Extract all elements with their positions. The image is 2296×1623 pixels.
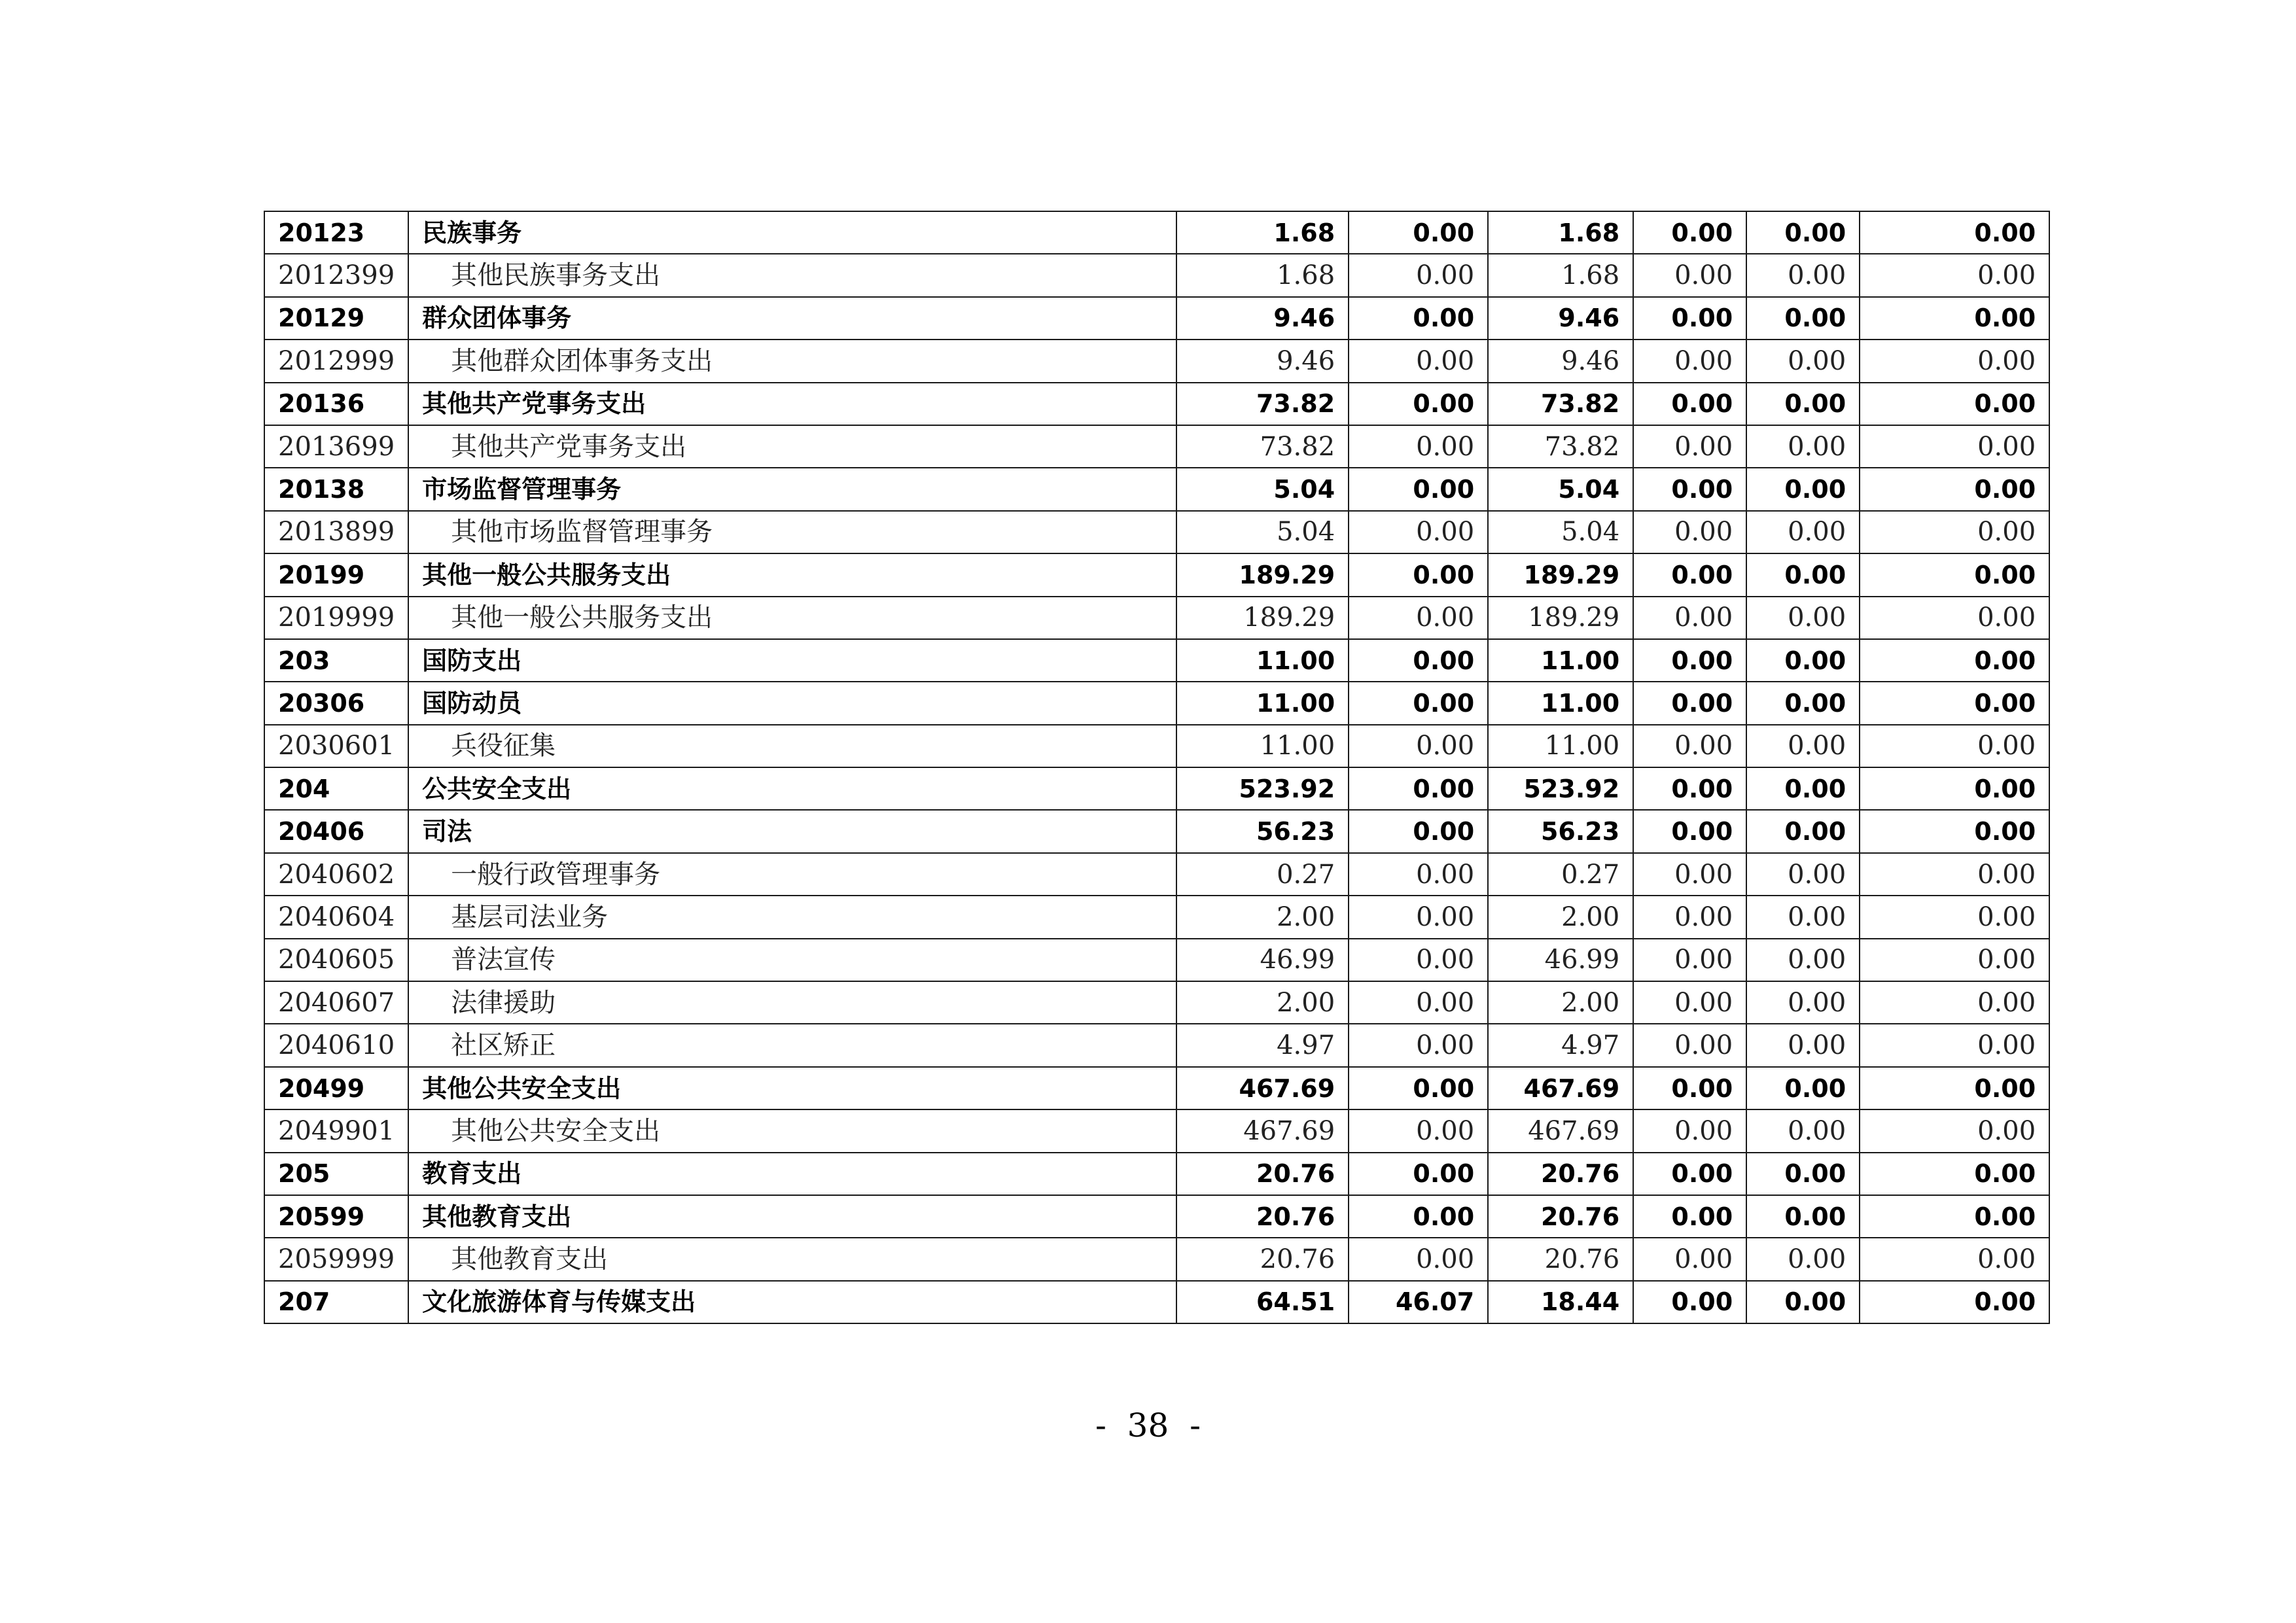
cell-value: 0.00 [1746,340,1860,382]
cell-value: 0.00 [1349,725,1488,767]
cell-value: 0.00 [1860,939,2049,981]
cell-name: 其他市场监督管理事务 [408,511,1176,553]
cell-value: 20.76 [1488,1153,1633,1195]
cell-value: 467.69 [1176,1109,1349,1152]
cell-name: 兵役征集 [408,725,1176,767]
cell-value: 0.00 [1860,725,2049,767]
cell-value: 0.00 [1633,1281,1746,1323]
table-row [264,468,2049,510]
cell-value: 0.00 [1633,1109,1746,1152]
cell-value: 467.69 [1488,1067,1633,1109]
cell-value: 0.00 [1633,639,1746,682]
table-row [264,383,2049,425]
cell-value: 0.00 [1633,597,1746,639]
cell-value: 0.00 [1746,1238,1860,1280]
cell-value: 2.00 [1488,896,1633,938]
cell-value: 0.00 [1349,553,1488,596]
cell-name: 基层司法业务 [408,896,1176,938]
cell-value: 0.00 [1633,383,1746,425]
cell-value: 2.00 [1176,981,1349,1024]
cell-code: 2040610 [264,1024,408,1066]
cell-value: 0.00 [1746,1195,1860,1238]
table-row [264,939,2049,981]
cell-value: 0.00 [1349,1238,1488,1280]
cell-value: 0.00 [1746,725,1860,767]
cell-value: 46.07 [1349,1281,1488,1323]
cell-code: 20406 [264,810,408,852]
cell-name: 其他民族事务支出 [408,254,1176,296]
cell-value: 0.00 [1860,1238,2049,1280]
cell-value: 467.69 [1488,1109,1633,1152]
cell-name: 其他公共安全支出 [408,1109,1176,1152]
page-number: - 38 - [1095,1406,1201,1444]
cell-value: 0.00 [1746,639,1860,682]
cell-value: 0.00 [1349,981,1488,1024]
cell-value: 0.00 [1860,1024,2049,1066]
table-row [264,1109,2049,1152]
cell-value: 46.99 [1488,939,1633,981]
cell-value: 1.68 [1488,211,1633,254]
cell-code: 205 [264,1153,408,1195]
cell-value: 0.00 [1349,853,1488,896]
cell-value: 523.92 [1488,767,1633,810]
cell-code: 20129 [264,297,408,340]
cell-value: 0.00 [1633,810,1746,852]
cell-value: 0.00 [1349,1153,1488,1195]
cell-value: 2.00 [1176,896,1349,938]
table-row [264,1067,2049,1109]
cell-name: 国防动员 [408,682,1176,724]
cell-value: 0.00 [1633,511,1746,553]
cell-value: 0.00 [1746,553,1860,596]
cell-code: 2030601 [264,725,408,767]
cell-value: 0.27 [1488,853,1633,896]
cell-value: 0.00 [1746,425,1860,468]
cell-value: 0.00 [1349,254,1488,296]
cell-value: 0.00 [1633,853,1746,896]
cell-name: 其他共产党事务支出 [408,425,1176,468]
cell-value: 0.00 [1860,553,2049,596]
cell-value: 0.00 [1349,939,1488,981]
cell-value: 0.00 [1746,853,1860,896]
cell-value: 64.51 [1176,1281,1349,1323]
cell-code: 2049901 [264,1109,408,1152]
cell-value: 0.00 [1633,1067,1746,1109]
cell-name: 其他公共安全支出 [408,1067,1176,1109]
cell-name: 文化旅游体育与传媒支出 [408,1281,1176,1323]
cell-value: 0.00 [1860,1109,2049,1152]
cell-value: 5.04 [1488,468,1633,510]
cell-value: 0.00 [1349,383,1488,425]
table-row [264,810,2049,852]
cell-value: 11.00 [1488,682,1633,724]
cell-name: 其他共产党事务支出 [408,383,1176,425]
cell-code: 2019999 [264,597,408,639]
cell-code: 207 [264,1281,408,1323]
cell-name: 民族事务 [408,211,1176,254]
table-row [264,254,2049,296]
cell-code: 2040605 [264,939,408,981]
cell-name: 教育支出 [408,1153,1176,1195]
cell-value: 0.00 [1349,297,1488,340]
cell-code: 20199 [264,553,408,596]
table-row [264,981,2049,1024]
cell-value: 0.00 [1349,1067,1488,1109]
cell-value: 0.00 [1860,597,2049,639]
cell-name: 市场监督管理事务 [408,468,1176,510]
cell-value: 56.23 [1176,810,1349,852]
cell-value: 0.00 [1746,254,1860,296]
cell-value: 0.00 [1633,425,1746,468]
cell-code: 20499 [264,1067,408,1109]
cell-value: 20.76 [1176,1195,1349,1238]
cell-value: 0.00 [1746,981,1860,1024]
cell-value: 0.00 [1746,468,1860,510]
cell-value: 0.00 [1860,340,2049,382]
cell-value: 0.00 [1860,254,2049,296]
table-row [264,896,2049,938]
cell-code: 20599 [264,1195,408,1238]
cell-value: 73.82 [1176,383,1349,425]
cell-value: 73.82 [1488,425,1633,468]
cell-value: 11.00 [1176,725,1349,767]
cell-code: 20306 [264,682,408,724]
cell-code: 2040602 [264,853,408,896]
cell-code: 2013899 [264,511,408,553]
cell-value: 20.76 [1176,1153,1349,1195]
cell-code: 2059999 [264,1238,408,1280]
cell-value: 523.92 [1176,767,1349,810]
table-row [264,853,2049,896]
cell-value: 0.00 [1860,425,2049,468]
cell-value: 0.00 [1633,297,1746,340]
cell-name: 其他群众团体事务支出 [408,340,1176,382]
cell-value: 0.00 [1349,1109,1488,1152]
table-row [264,297,2049,340]
cell-value: 0.00 [1633,1238,1746,1280]
cell-value: 0.00 [1349,511,1488,553]
table-row [264,639,2049,682]
cell-value: 0.00 [1349,810,1488,852]
cell-value: 0.00 [1746,297,1860,340]
cell-code: 2013699 [264,425,408,468]
cell-value: 0.00 [1860,896,2049,938]
cell-code: 2040604 [264,896,408,938]
table-body [264,211,2049,1323]
cell-value: 467.69 [1176,1067,1349,1109]
cell-name: 司法 [408,810,1176,852]
cell-value: 20.76 [1176,1238,1349,1280]
cell-value: 0.00 [1746,211,1860,254]
cell-value: 9.46 [1488,340,1633,382]
cell-value: 0.00 [1860,767,2049,810]
cell-value: 0.00 [1746,383,1860,425]
cell-name: 其他教育支出 [408,1195,1176,1238]
cell-value: 0.00 [1633,981,1746,1024]
cell-value: 73.82 [1176,425,1349,468]
cell-value: 0.00 [1746,597,1860,639]
cell-code: 204 [264,767,408,810]
table-row [264,682,2049,724]
cell-code: 2012399 [264,254,408,296]
cell-value: 0.00 [1860,1195,2049,1238]
cell-value: 0.00 [1746,1109,1860,1152]
cell-value: 0.00 [1633,468,1746,510]
cell-value: 0.00 [1746,1024,1860,1066]
cell-value: 1.68 [1176,211,1349,254]
cell-value: 0.00 [1633,682,1746,724]
cell-code: 2040607 [264,981,408,1024]
cell-value: 4.97 [1176,1024,1349,1066]
cell-name: 社区矫正 [408,1024,1176,1066]
cell-value: 11.00 [1488,639,1633,682]
cell-code: 20138 [264,468,408,510]
cell-value: 0.27 [1176,853,1349,896]
cell-value: 0.00 [1746,511,1860,553]
cell-value: 0.00 [1633,725,1746,767]
cell-value: 0.00 [1860,682,2049,724]
table-row [264,340,2049,382]
cell-value: 4.97 [1488,1024,1633,1066]
cell-name: 法律援助 [408,981,1176,1024]
cell-name: 普法宣传 [408,939,1176,981]
table-row [264,1238,2049,1280]
cell-value: 0.00 [1349,340,1488,382]
cell-value: 0.00 [1860,383,2049,425]
cell-name: 群众团体事务 [408,297,1176,340]
cell-value: 0.00 [1633,1024,1746,1066]
table-row [264,1195,2049,1238]
cell-value: 20.76 [1488,1195,1633,1238]
cell-value: 0.00 [1860,853,2049,896]
cell-value: 189.29 [1488,553,1633,596]
cell-name: 公共安全支出 [408,767,1176,810]
table-row [264,425,2049,468]
cell-name: 其他一般公共服务支出 [408,597,1176,639]
cell-code: 20136 [264,383,408,425]
cell-value: 0.00 [1633,767,1746,810]
cell-value: 0.00 [1746,1067,1860,1109]
cell-value: 0.00 [1860,639,2049,682]
cell-value: 0.00 [1860,297,2049,340]
cell-name: 国防支出 [408,639,1176,682]
budget-table [264,211,2050,1324]
cell-value: 56.23 [1488,810,1633,852]
cell-value: 0.00 [1349,896,1488,938]
cell-value: 0.00 [1746,896,1860,938]
cell-value: 18.44 [1488,1281,1633,1323]
cell-value: 0.00 [1860,1281,2049,1323]
cell-value: 0.00 [1746,939,1860,981]
table-row [264,511,2049,553]
cell-value: 46.99 [1176,939,1349,981]
table-row [264,1281,2049,1323]
cell-value: 0.00 [1746,682,1860,724]
cell-value: 0.00 [1349,468,1488,510]
cell-value: 0.00 [1746,767,1860,810]
cell-value: 0.00 [1349,682,1488,724]
cell-value: 9.46 [1176,297,1349,340]
cell-value: 0.00 [1860,810,2049,852]
cell-value: 20.76 [1488,1238,1633,1280]
cell-value: 11.00 [1176,682,1349,724]
cell-value: 0.00 [1349,639,1488,682]
cell-value: 0.00 [1633,553,1746,596]
cell-value: 11.00 [1176,639,1349,682]
cell-value: 0.00 [1633,340,1746,382]
cell-value: 9.46 [1176,340,1349,382]
cell-value: 0.00 [1633,939,1746,981]
cell-value: 0.00 [1349,767,1488,810]
cell-value: 0.00 [1746,1281,1860,1323]
cell-value: 0.00 [1633,896,1746,938]
cell-value: 11.00 [1488,725,1633,767]
cell-value: 0.00 [1860,468,2049,510]
cell-value: 1.68 [1176,254,1349,296]
cell-value: 0.00 [1633,211,1746,254]
cell-value: 189.29 [1176,597,1349,639]
cell-value: 0.00 [1633,254,1746,296]
cell-value: 5.04 [1176,511,1349,553]
cell-value: 0.00 [1349,597,1488,639]
cell-value: 189.29 [1176,553,1349,596]
cell-value: 0.00 [1633,1153,1746,1195]
cell-name: 其他一般公共服务支出 [408,553,1176,596]
cell-code: 203 [264,639,408,682]
cell-value: 0.00 [1860,1153,2049,1195]
table-row [264,767,2049,810]
cell-value: 0.00 [1349,1024,1488,1066]
cell-value: 0.00 [1860,211,2049,254]
cell-value: 0.00 [1860,1067,2049,1109]
cell-value: 0.00 [1860,981,2049,1024]
cell-value: 5.04 [1488,511,1633,553]
cell-code: 2012999 [264,340,408,382]
cell-value: 1.68 [1488,254,1633,296]
cell-value: 0.00 [1349,425,1488,468]
table-row [264,1153,2049,1195]
cell-value: 0.00 [1349,1195,1488,1238]
cell-value: 9.46 [1488,297,1633,340]
table-row [264,553,2049,596]
cell-value: 2.00 [1488,981,1633,1024]
cell-name: 一般行政管理事务 [408,853,1176,896]
cell-value: 0.00 [1633,1195,1746,1238]
cell-value: 0.00 [1860,511,2049,553]
table-row [264,725,2049,767]
cell-value: 5.04 [1176,468,1349,510]
cell-value: 73.82 [1488,383,1633,425]
cell-value: 0.00 [1746,1153,1860,1195]
cell-code: 20123 [264,211,408,254]
cell-value: 189.29 [1488,597,1633,639]
table-row [264,211,2049,254]
table-row [264,597,2049,639]
cell-value: 0.00 [1349,211,1488,254]
table-row [264,1024,2049,1066]
cell-name: 其他教育支出 [408,1238,1176,1280]
cell-value: 0.00 [1746,810,1860,852]
